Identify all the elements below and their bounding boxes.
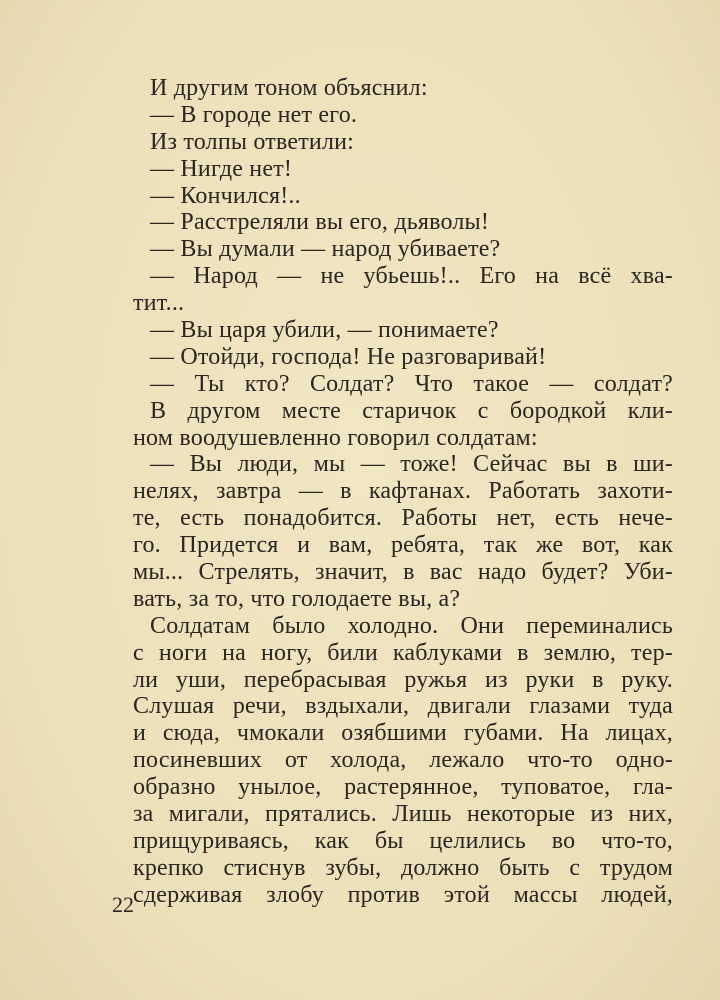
text-line: посиневших от холода, лежало что-то одно-	[133, 747, 673, 774]
text-line: сдерживая злобу против этой массы людей,	[133, 881, 673, 908]
text-line: В другом месте старичок с бородкой кли-	[150, 397, 673, 424]
page-number: 22	[112, 892, 134, 917]
text-line: прищуриваясь, как бы целились во что-то,	[133, 827, 673, 854]
text-line: крепко стиснув зубы, должно быть с трудом	[133, 854, 673, 881]
text-line: ном воодушевленно говорил солдатам:	[133, 424, 538, 451]
text-line: и сюда, чмокали озябшими губами. На лицах,	[133, 720, 673, 747]
text-line: Из толпы ответили:	[150, 128, 355, 155]
text-line: образно унылое, растерянное, туповатое, гла-	[133, 774, 673, 801]
body-text	[133, 75, 673, 909]
text-line: те, есть понадобится. Работы нет, есть нече-	[133, 505, 673, 532]
text-line: — Расстреляли вы его, дьяволы!	[150, 209, 490, 236]
text-line: — Вы царя убили, — понимаете?	[150, 317, 499, 344]
text-line: — Кончился!..	[150, 182, 301, 209]
text-line: — Ты кто? Солдат? Что такое — солдат?	[150, 370, 673, 397]
text-line: нелях, завтра — в кафтанах. Работать захоти-	[133, 478, 673, 505]
text-line: — Нигде нет!	[150, 155, 293, 182]
text-line: — Вы думали — народ убиваете?	[150, 236, 501, 263]
text-line: го. Придется и вам, ребята, так же вот, как	[133, 532, 673, 559]
text-line: Солдатам было холодно. Они переминались	[150, 612, 673, 639]
text-line: тит...	[133, 290, 185, 317]
text-line: — Отойди, господа! Не разговаривай!	[150, 343, 547, 370]
text-line: вать, за то, что голодаете вы, а?	[133, 585, 461, 612]
text-line: за мигали, прятались. Лишь некоторые из них,	[133, 801, 673, 828]
text-line: — В городе нет его.	[150, 101, 358, 128]
text-line: Слушая речи, вздыхали, двигали глазами туда	[133, 693, 673, 720]
text-line: — Вы люди, мы — тоже! Сейчас вы в ши-	[150, 451, 673, 478]
text-line: И другим тоном объяснил:	[150, 75, 428, 101]
text-line: мы... Стрелять, значит, в вас надо будет? Уби-	[133, 559, 673, 586]
text-line: — Народ — не убьешь!.. Его на всё хва-	[150, 263, 673, 290]
text-line: ли уши, перебрасывая ружья из руки в руку.	[133, 666, 673, 693]
text-line: с ноги на ногу, били каблуками в землю, тер-	[133, 639, 673, 666]
